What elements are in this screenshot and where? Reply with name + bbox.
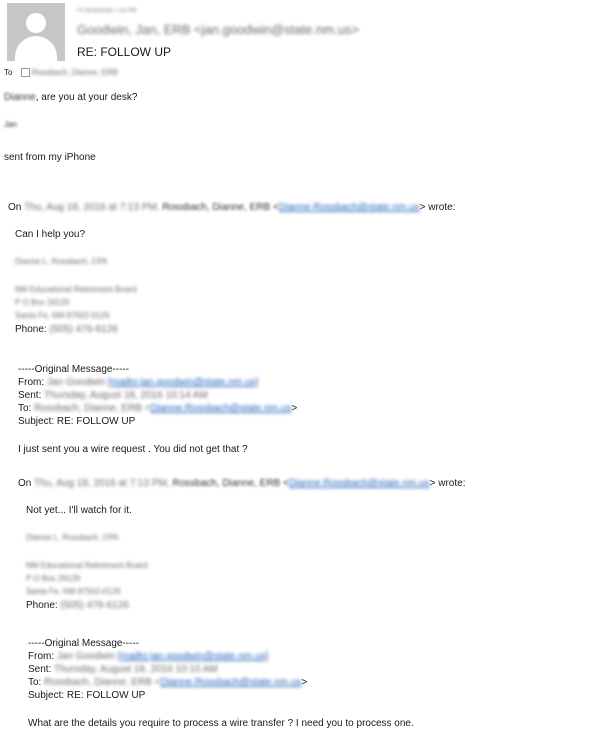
reply2-wrote: > wrote:: [429, 478, 466, 489]
reply2-to-label: To:: [28, 677, 42, 688]
reply2-sig-name: Dianne L. Rossbach, CPA: [26, 533, 119, 542]
reply2-orig-body: What are the details you require to process a wire transfer ? I need you to process one.: [28, 718, 414, 729]
reply1-orig-sent: [18, 390, 208, 401]
reply2-orig-sent: [28, 664, 218, 675]
reply1-message: Can I help you?: [15, 229, 86, 240]
reply1-from-link[interactable]: [mailto:jan.goodwin@state.nm.us]: [108, 377, 259, 388]
sent-from-line: sent from my iPhone: [4, 152, 96, 163]
reply2-date: Thu, Aug 18, 2016 at 7:13 PM,: [33, 478, 170, 489]
reply2-on: On: [18, 478, 32, 489]
reply1-date: Thu, Aug 18, 2016 at 7:13 PM,: [23, 202, 160, 213]
reply2-attribution: [18, 478, 465, 489]
reply1-orig-to: [18, 403, 297, 414]
reply2-email-link[interactable]: Dianne.Rossbach@state.nm.us: [288, 478, 430, 489]
reply2-orig-header: -----Original Message-----: [28, 638, 140, 649]
reply1-sig-city: Santa Fe, NM 87502-0129: [15, 311, 110, 320]
avatar-body: [15, 36, 57, 61]
reply1-to-link[interactable]: Dianne.Rossbach@state.nm.us: [150, 403, 292, 414]
reply2-orig-from: [28, 651, 268, 662]
reply2-sig-box: P O Box 26129: [26, 574, 81, 583]
reply1-phone-number: (505) 476-6126: [49, 324, 118, 335]
reply1-on: On: [8, 202, 22, 213]
message-subject: RE: FOLLOW UP: [77, 45, 172, 59]
reply1-orig-header: -----Original Message-----: [18, 364, 130, 375]
reply1-to-name: Rossbach, Dianne, ERB <: [34, 403, 151, 414]
reply2-to-name: Rossbach, Dianne, ERB <: [44, 677, 161, 688]
reply1-phone: [15, 324, 118, 335]
reply2-sent-label: Sent:: [28, 664, 52, 675]
reply1-sig-org: NM Educational Retirement Board: [15, 285, 137, 294]
greeting-line: [4, 92, 137, 103]
recipient-name[interactable]: Rossbach, Dianne, ERB: [31, 68, 118, 77]
reply2-message: Not yet... I'll watch for it.: [26, 505, 132, 516]
reply1-to-end: >: [291, 403, 298, 414]
reply1-sig-name: Dianne L. Rossbach, CPA: [15, 257, 108, 266]
reply1-from-label: From:: [18, 377, 45, 388]
to-label: To: [4, 68, 13, 77]
reply1-sent-value: Thursday, August 18, 2016 10:14 AM: [43, 390, 208, 401]
reply2-sig-city: Santa Fe, NM 87502-0129: [26, 587, 121, 596]
reply1-orig-from: [18, 377, 258, 388]
reply2-from-label: From:: [28, 651, 55, 662]
reply2-phone-number: (505) 476-6126: [60, 600, 129, 611]
signoff-name: Jan: [4, 120, 17, 129]
reply2-phone: [26, 600, 129, 611]
sender-avatar: [7, 3, 65, 61]
message-date: Fri 8/19/2016 7:15 PM: [77, 8, 137, 14]
reply2-from-name: Jan Goodwin: [56, 651, 116, 662]
reply2-author: Rossbach, Dianne, ERB <: [172, 478, 289, 489]
reply2-from-link[interactable]: [mailto:jan.goodwin@state.nm.us]: [118, 651, 269, 662]
reply2-sig-org: NM Educational Retirement Board: [26, 561, 148, 570]
reply2-sent-value: Thursday, August 18, 2016 10:10 AM: [53, 664, 218, 675]
reply1-author: Rossbach, Dianne, ERB <: [162, 202, 279, 213]
greeting-text: , are you at your desk?: [35, 92, 138, 103]
reply1-orig-subject: Subject: RE: FOLLOW UP: [18, 416, 136, 427]
reply1-orig-body: I just sent you a wire request . You did not get that ?: [18, 444, 248, 455]
reply1-email-link[interactable]: Dianne.Rossbach@state.nm.us: [278, 202, 420, 213]
avatar-head: [26, 13, 46, 33]
reply1-sig-box: P O Box 26129: [15, 298, 70, 307]
reply2-orig-to: [28, 677, 307, 688]
reply1-from-name: Jan Goodwin: [46, 377, 106, 388]
reply1-phone-label: Phone:: [15, 324, 47, 335]
reply2-orig-subject: Subject: RE: FOLLOW UP: [28, 690, 146, 701]
reply1-to-label: To:: [18, 403, 32, 414]
reply1-wrote: > wrote:: [419, 202, 456, 213]
greeting-name: Dianne: [4, 92, 36, 103]
reply2-phone-label: Phone:: [26, 600, 58, 611]
reply2-to-link[interactable]: Dianne.Rossbach@state.nm.us: [160, 677, 302, 688]
reply1-attribution: [8, 202, 455, 213]
to-row: [4, 68, 118, 77]
sender-name[interactable]: Goodwin, Jan, ERB <jan.goodwin@state.nm.us>: [77, 22, 360, 37]
reply1-sent-label: Sent:: [18, 390, 42, 401]
reply2-to-end: >: [301, 677, 308, 688]
recipient-checkbox[interactable]: [21, 68, 30, 77]
